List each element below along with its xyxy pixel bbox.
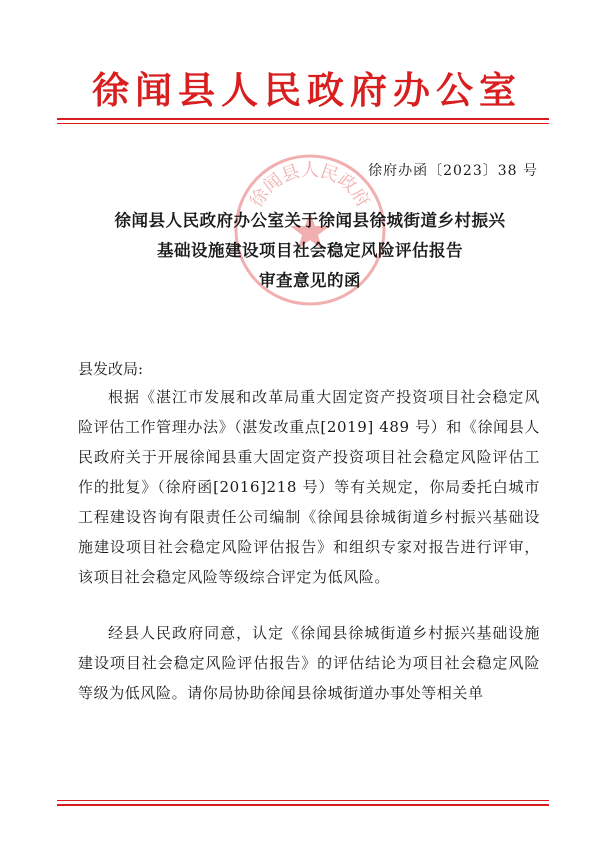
salutation: 县发改局: [78, 360, 144, 378]
footer-rule-thin [57, 800, 549, 801]
svg-text:徐闻县人民政府: 徐闻县人民政府 [246, 160, 374, 212]
document-title [60, 206, 560, 296]
document-number: 徐府办函〔2023〕38 号 [368, 163, 538, 179]
body-paragraph: 根据《湛江市发展和改革局重大固定资产投资项目社会稳定风险评估工作管理办法》（湛发改重点[2019] 489 号）和《徐闻县人民政府关于开展徐闻县重大固定资产投资项目社会稳定风险评估工作的批复》（徐府函[2016]218 号）等有关规定，你局委托白城市工程建设咨询有限责任公司编制《徐闻县徐城街道乡村振兴基础设施建设项目社会稳定风险评估报告》和组织专家对报告进行评审，该项目社会稳定风险等级综合评定为低风险。 [78, 388, 540, 586]
title-line: 基础设施建设项目社会稳定风险评估报告 [157, 241, 463, 260]
title-line: 审查意见的函 [259, 271, 361, 290]
letterhead-rule-thick [57, 118, 549, 120]
body-paragraph: 经县人民政府同意，认定《徐闻县徐城街道乡村振兴基础设施建设项目社会稳定风险评估报告》的评估结论为项目社会稳定风险等级为低风险。请你局协助徐闻县徐城街道办事处等相关单 [78, 624, 540, 702]
letterhead-org-name: 徐闻县人民政府办公室 [92, 68, 522, 112]
footer-rule-thick [57, 804, 549, 806]
title-line: 徐闻县人民政府办公室关于徐闻县徐城街道乡村振兴 [114, 211, 506, 230]
letterhead-rule-thin [57, 123, 549, 124]
